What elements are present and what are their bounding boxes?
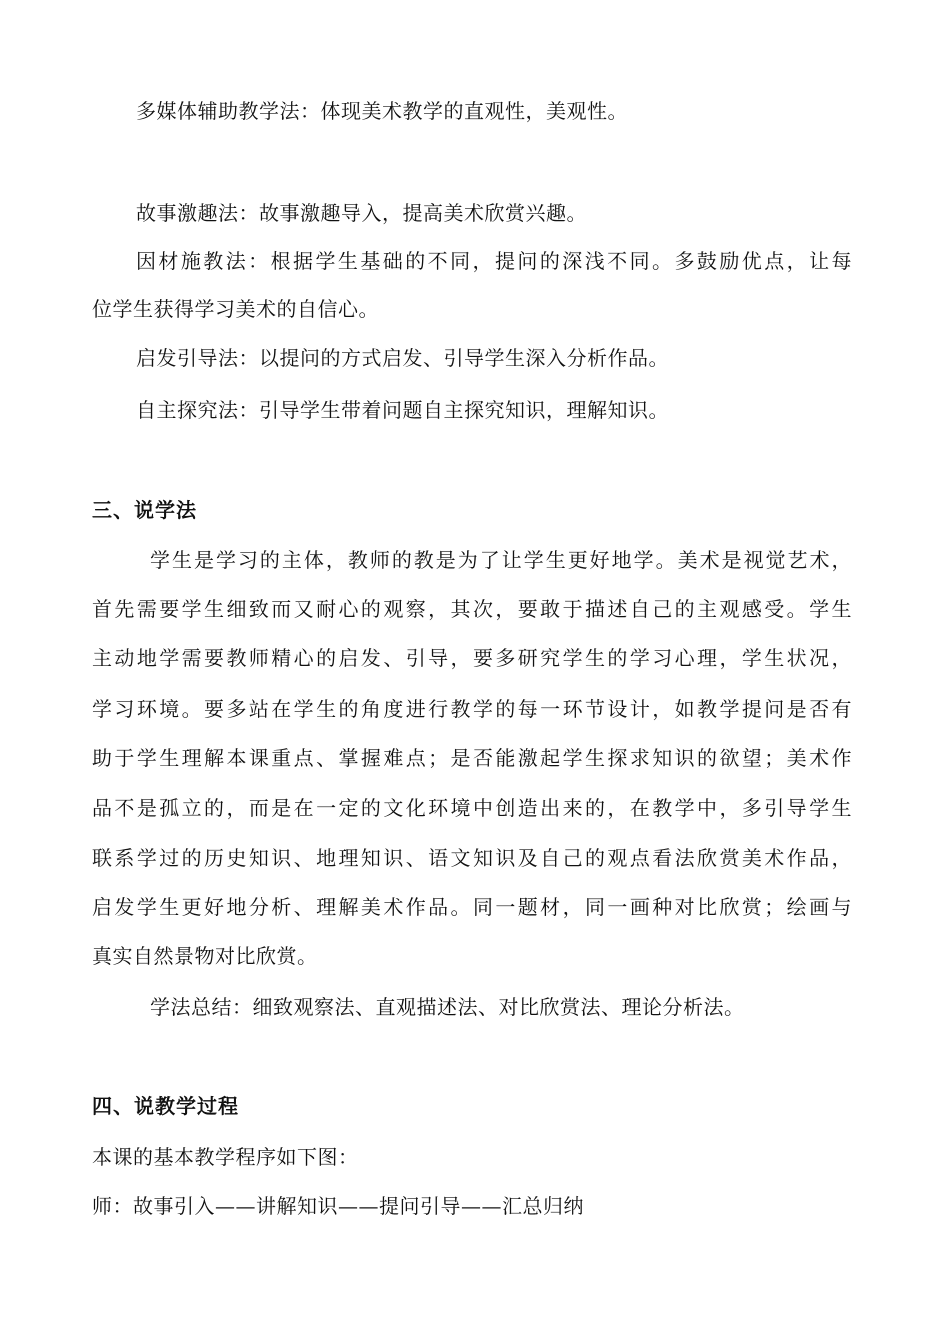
section3-line: 学习环境。要多站在学生的角度进行教学的每一环节设计，如教学提问是否有 — [92, 697, 852, 721]
section3-line: 主动地学需要教师精心的启发、引导，要多研究学生的学习心理，学生状况， — [92, 646, 852, 670]
method-explore: 自主探究法：引导学生带着问题自主探究知识，理解知识。 — [136, 398, 669, 422]
section3-heading: 三、说学法 — [92, 498, 197, 522]
section3-line: 首先需要学生细致而又耐心的观察，其次，要敢于描述自己的主观感受。学生 — [92, 597, 852, 621]
method-inspire: 启发引导法：以提问的方式启发、引导学生深入分析作品。 — [136, 346, 669, 370]
section3-line: 真实自然景物对比欣赏。 — [92, 944, 318, 968]
study-summary: 学法总结：细致观察法、直观描述法、对比欣赏法、理论分析法。 — [150, 995, 745, 1019]
method-adaptive-line2: 位学生获得学习美术的自信心。 — [92, 297, 379, 321]
method-story: 故事激趣法：故事激趣导入，提高美术欣赏兴趣。 — [136, 201, 587, 225]
section3-line: 启发学生更好地分析、理解美术作品。同一题材，同一画种对比欣赏；绘画与 — [92, 895, 852, 919]
teacher-flow: 师：故事引入——讲解知识——提问引导——汇总归纳 — [92, 1194, 584, 1218]
section4-intro: 本课的基本教学程序如下图： — [92, 1145, 359, 1169]
section4-heading: 四、说教学过程 — [92, 1094, 239, 1118]
section3-line: 联系学过的历史知识、地理知识、语文知识及自己的观点看法欣赏美术作品， — [92, 846, 852, 870]
method-adaptive-line1: 因材施教法：根据学生基础的不同，提问的深浅不同。多鼓励优点，让每 — [136, 249, 852, 273]
method-multimedia: 多媒体辅助教学法：体现美术教学的直观性，美观性。 — [136, 99, 628, 123]
section3-line: 品不是孤立的，而是在一定的文化环境中创造出来的，在教学中，多引导学生 — [92, 796, 852, 820]
section3-line: 助于学生理解本课重点、掌握难点；是否能激起学生探求知识的欲望；美术作 — [92, 746, 852, 770]
section3-line: 学生是学习的主体，教师的教是为了让学生更好地学。美术是视觉艺术， — [150, 548, 852, 572]
